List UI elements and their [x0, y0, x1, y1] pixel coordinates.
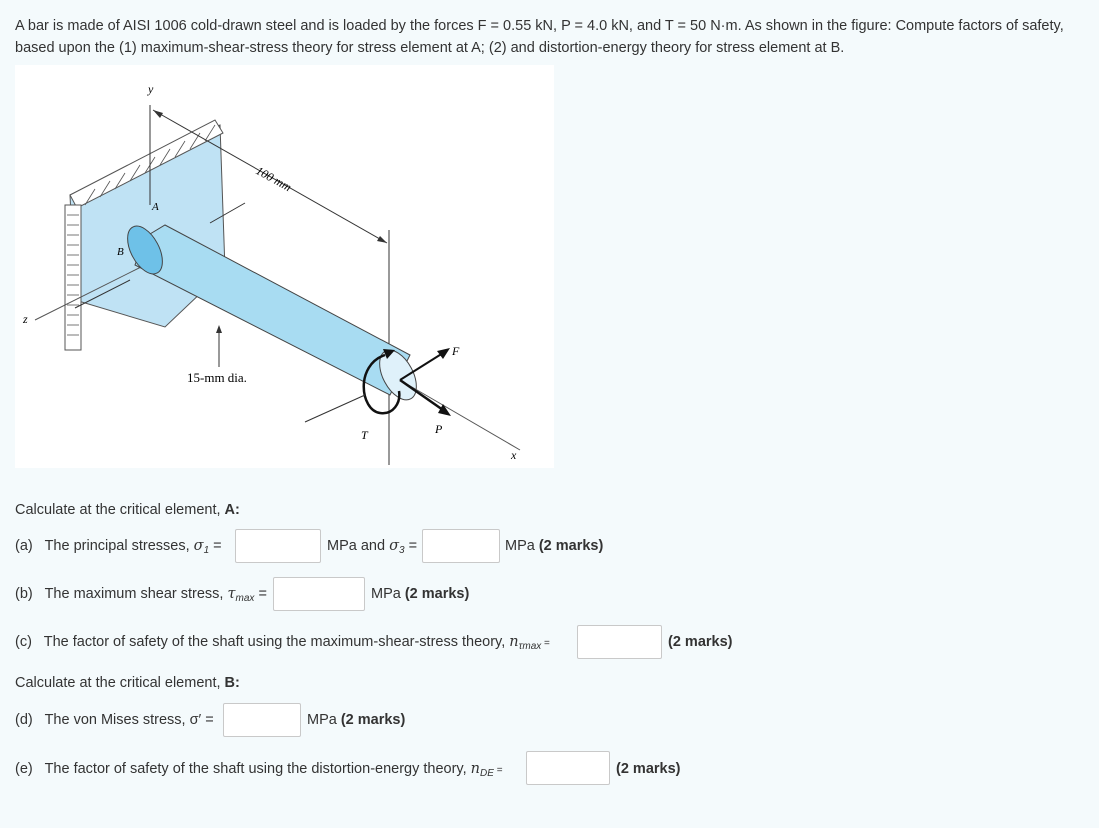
label-x: x	[511, 448, 517, 462]
problem-statement	[15, 15, 1095, 59]
question-e: (e) The factor of safety of the shaft using the distortion-energy theory, $n_{DE}$ =	[15, 761, 503, 779]
problem-line-1: A bar is made of AISI 1006 cold-drawn steel and is loaded by the forces F = 0.55 kN, P = 4.0 kN, and T = 50 N·m. As shown in the figure: Compute factors of safety,	[15, 18, 1064, 34]
question-a-mid: MPa and $\sigma_3$ =	[327, 538, 418, 556]
question-e-marks: (2 marks)	[616, 761, 681, 777]
question-c: (c) The factor of safety of the shaft using the maximum-shear-stress theory, $n_{\tau max}$ =	[15, 634, 550, 652]
dia-label: 15-mm dia.	[187, 370, 247, 385]
wall-side	[65, 205, 81, 350]
answer-n-taumax-input[interactable]	[577, 625, 662, 659]
label-T: T	[361, 428, 368, 442]
label-A: A	[152, 201, 159, 213]
label-P: P	[435, 422, 443, 436]
label-y: y	[148, 82, 154, 96]
question-b-unit: MPa (2 marks)	[371, 586, 470, 602]
dim-length-label: 100 mm	[253, 163, 294, 195]
answer-sigma3-input[interactable]	[422, 529, 500, 563]
answer-von-mises-input[interactable]	[223, 703, 301, 737]
label-B: B	[117, 246, 124, 258]
question-a-unit: MPa (2 marks)	[505, 538, 604, 554]
problem-line-2: based upon the (1) maximum-shear-stress theory for stress element at A; (2) and distortion-energy theory for stress element at B.	[15, 40, 845, 56]
label-z: z	[23, 312, 28, 326]
question-d: (d) The von Mises stress, σ′ =	[15, 712, 214, 728]
shaft-diagram	[15, 65, 554, 468]
section-A-heading: Calculate at the critical element, A:	[15, 502, 240, 518]
question-c-marks: (2 marks)	[668, 634, 733, 650]
label-F: F	[452, 344, 460, 358]
question-a: (a) The principal stresses, $\sigma_1$ =	[15, 538, 222, 556]
answer-sigma1-input[interactable]	[235, 529, 321, 563]
section-B-heading: Calculate at the critical element, B:	[15, 675, 240, 691]
problem-figure	[15, 65, 554, 468]
x-axis	[405, 383, 520, 450]
question-b: (b) The maximum shear stress, $\tau_{max}$ =	[15, 586, 267, 604]
answer-n-de-input[interactable]	[526, 751, 610, 785]
answer-taumax-input[interactable]	[273, 577, 365, 611]
question-d-unit: MPa (2 marks)	[307, 712, 406, 728]
